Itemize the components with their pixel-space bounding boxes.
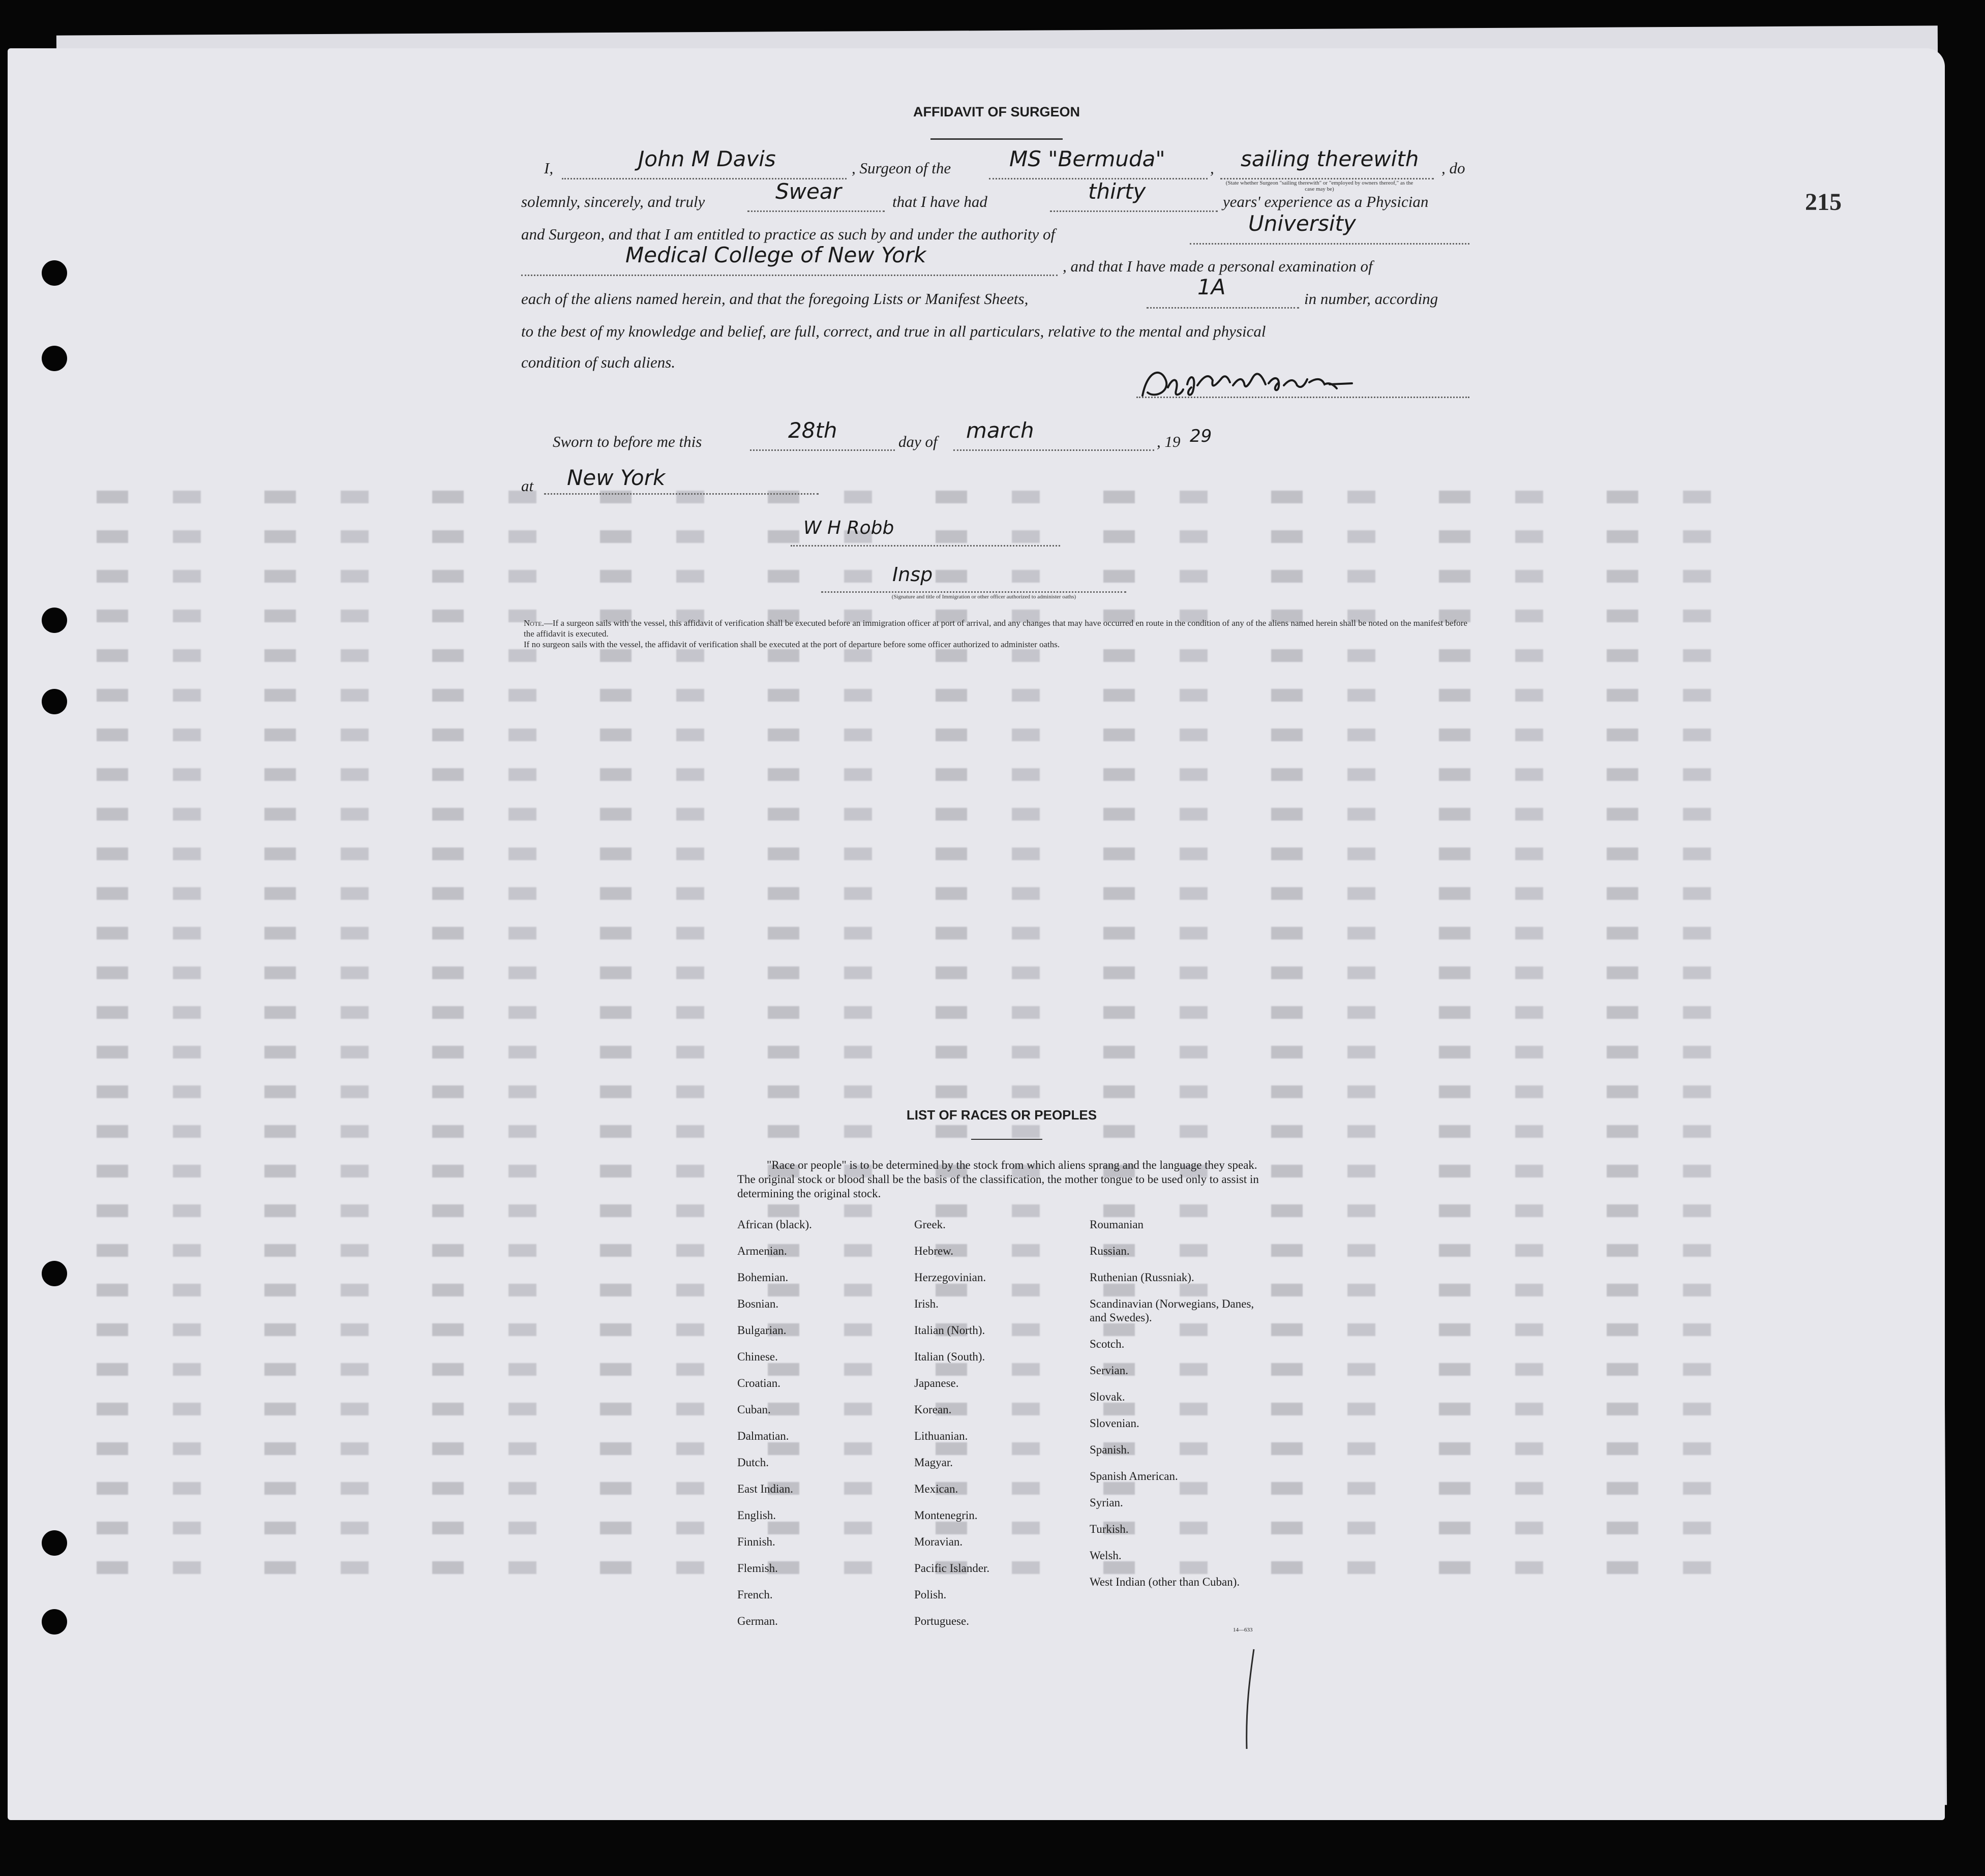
race-item: Roumanian	[1090, 1218, 1144, 1231]
text-i: I,	[544, 159, 554, 177]
race-item: Dutch.	[737, 1456, 769, 1469]
sailing-status-line	[1220, 178, 1434, 179]
race-item: Irish.	[914, 1297, 939, 1310]
binder-hole	[42, 346, 67, 371]
sworn-month: march	[966, 418, 1034, 443]
binder-hole	[42, 1609, 67, 1635]
sworn-year: 29	[1190, 426, 1212, 446]
race-item: Scotch.	[1090, 1338, 1125, 1350]
sheets-line	[1147, 307, 1299, 309]
pen-scratch	[1241, 1647, 1261, 1754]
officer-caption: (Signature and title of Immigration or other officer authorized to administer oaths)	[891, 594, 1076, 600]
binder-hole	[42, 1530, 67, 1556]
page-number: 215	[1805, 189, 1842, 216]
race-item: Chinese.	[737, 1350, 778, 1363]
heading-rule	[930, 138, 1063, 140]
race-item: Spanish.	[1090, 1443, 1130, 1456]
surgeon-name: John M Davis	[638, 146, 776, 171]
race-item: Italian (North).	[914, 1324, 985, 1337]
text-comma: ,	[1210, 159, 1214, 177]
race-item: Polish.	[914, 1588, 947, 1601]
authority-2: Medical College of New York	[625, 243, 926, 267]
note-line2: If no surgeon sails with the vessel, the affidavit of verification shall be executed at the port of departure before some officer authorized to administer oaths.	[524, 640, 1060, 649]
race-item: Portuguese.	[914, 1615, 969, 1627]
race-item: Magyar.	[914, 1456, 953, 1469]
years-experience: thirty	[1088, 179, 1146, 204]
text-at: at	[521, 477, 534, 495]
sheets-count: 1A	[1197, 275, 1226, 299]
vessel-name: MS "Bermuda"	[1009, 146, 1165, 171]
text-years-exp: years' experience as a Physician	[1223, 193, 1429, 210]
race-item: Slovak.	[1090, 1390, 1125, 1403]
race-item: Slovenian.	[1090, 1417, 1139, 1430]
note-label: Note.	[524, 618, 544, 628]
officer-title: Insp	[892, 563, 933, 586]
text-that-had: that I have had	[892, 193, 987, 210]
races-intro	[737, 1158, 1261, 1201]
race-item: Bulgarian.	[737, 1324, 787, 1337]
text-condition: condition of such aliens.	[521, 353, 676, 371]
race-item: Herzegovinian.	[914, 1271, 986, 1284]
races-heading: LIST OF RACES OR PEOPLES	[906, 1107, 1097, 1123]
race-item: Korean.	[914, 1403, 952, 1416]
oath-line	[747, 210, 885, 212]
race-item: Cuban.	[737, 1403, 771, 1416]
races-heading-rule	[971, 1139, 1042, 1140]
race-item: French.	[737, 1588, 773, 1601]
race-item: Syrian.	[1090, 1496, 1123, 1509]
authority-line2	[521, 275, 1058, 276]
surgeon-signature-line	[1136, 397, 1469, 398]
sworn-day-line	[750, 449, 895, 451]
race-item: German.	[737, 1615, 778, 1627]
text-solemnly: solemnly, sincerely, and truly	[521, 193, 705, 210]
race-item: Scandinavian (Norwegians, Danes, and Swedes).	[1090, 1297, 1254, 1324]
officer-title-line	[821, 591, 1126, 593]
races-col-3	[1090, 1218, 1265, 1601]
race-item: Finnish.	[737, 1535, 775, 1548]
text-surgeon-of: , Surgeon of the	[852, 159, 951, 177]
race-item: Greek.	[914, 1218, 946, 1231]
race-item: Lithuanian.	[914, 1430, 968, 1442]
race-item: African (black).	[737, 1218, 812, 1231]
sworn-place: New York	[567, 465, 666, 490]
race-item: Turkish.	[1090, 1523, 1129, 1535]
race-item: Montenegrin.	[914, 1509, 978, 1522]
race-item: Spanish American.	[1090, 1470, 1178, 1482]
text-and-surgeon: and Surgeon, and that I am entitled to practice as such by and under the authority of	[521, 225, 1056, 243]
race-item: Pacific Islander.	[914, 1562, 990, 1575]
text-do: , do	[1441, 159, 1465, 177]
text-in-number: in number, according	[1304, 290, 1438, 308]
race-item: Italian (South).	[914, 1350, 985, 1363]
race-item: Bosnian.	[737, 1297, 779, 1310]
race-item: Dalmatian.	[737, 1430, 789, 1442]
race-item: Welsh.	[1090, 1549, 1122, 1562]
race-item: Croatian.	[737, 1377, 780, 1389]
affidavit-heading: AFFIDAVIT OF SURGEON	[913, 104, 1080, 119]
surgeon-signature	[1136, 365, 1370, 407]
race-item: Russian.	[1090, 1245, 1130, 1257]
binder-hole	[42, 1261, 67, 1286]
text-personal-exam: , and that I have made a personal examination of	[1063, 257, 1373, 275]
sworn-day: 28th	[788, 418, 837, 443]
text-year-prefix: , 19	[1157, 433, 1181, 450]
text-day-of: day of	[898, 433, 938, 450]
race-item: East Indian.	[737, 1482, 793, 1495]
race-item: Armenian.	[737, 1245, 787, 1257]
form-number: 14—633	[1233, 1627, 1253, 1633]
place-line	[544, 493, 819, 495]
authority-1: University	[1248, 211, 1356, 236]
note-line1: —If a surgeon sails with the vessel, this affidavit of verification shall be executed before an immigration officer at port of arrival, and any changes that may have occurred en route in the condition of any of the aliens named herein shall be noted on the manifest before the affidavit is executed.	[524, 618, 1467, 639]
binder-hole	[42, 608, 67, 633]
race-item: Moravian.	[914, 1535, 963, 1548]
binder-hole	[42, 260, 67, 286]
race-item: Servian.	[1090, 1364, 1129, 1377]
race-item: Flemish.	[737, 1562, 778, 1575]
race-item: Hebrew.	[914, 1245, 954, 1257]
affidavit-note	[524, 618, 1475, 650]
text-sworn: Sworn to before me this	[553, 433, 702, 450]
oath-word: Swear	[775, 179, 841, 204]
sworn-month-line	[953, 449, 1154, 451]
text-best-knowledge: to the best of my knowledge and belief, are full, correct, and true in all particulars, relative to the mental and physical	[521, 322, 1266, 340]
race-item: Japanese.	[914, 1377, 959, 1389]
years-line	[1050, 210, 1218, 212]
race-item: Ruthenian (Russniak).	[1090, 1271, 1194, 1284]
text-each-aliens: each of the aliens named herein, and that the foregoing Lists or Manifest Sheets,	[521, 290, 1029, 308]
officer-signature: W H Robb	[803, 518, 894, 538]
status-note: (State whether Surgeon "sailing therewith" or "employed by owners thereof," as the case may be)	[1225, 180, 1413, 192]
race-item: West Indian (other than Cuban).	[1090, 1576, 1240, 1588]
sailing-status: sailing therewith	[1241, 146, 1419, 171]
race-item: Mexican.	[914, 1482, 958, 1495]
races-intro-text: "Race or people" is to be determined by the stock from which aliens sprang and the language they speak. The original stock or blood shall be the basis of the classification, the mother tongue to be used only to assist in determining the original stock.	[737, 1159, 1259, 1200]
officer-signature-line	[791, 545, 1060, 547]
race-item: Bohemian.	[737, 1271, 789, 1284]
authority-line1	[1190, 243, 1469, 245]
race-item: English.	[737, 1509, 776, 1522]
binder-hole	[42, 689, 67, 714]
